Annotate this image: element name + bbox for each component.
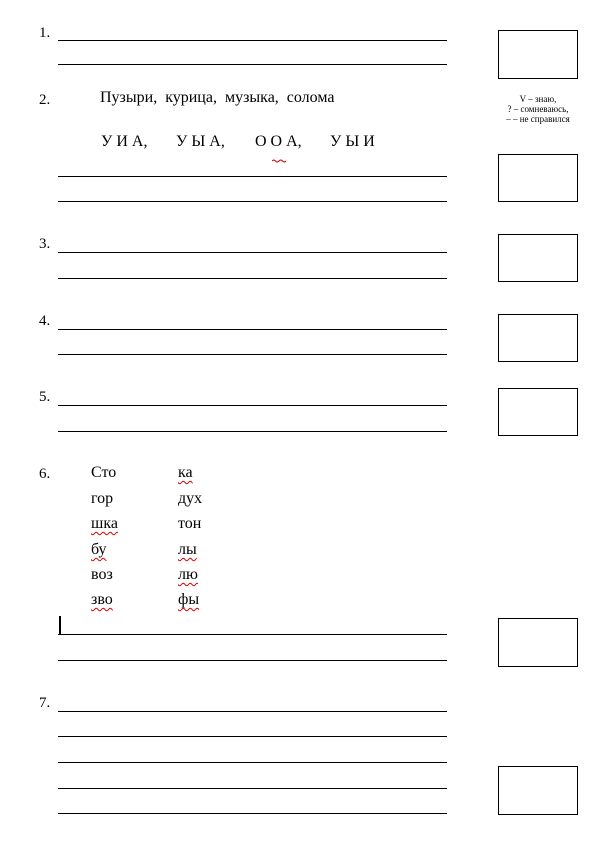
self-assessment-box-7[interactable] <box>498 766 578 815</box>
syllable-right-3: тон <box>178 515 202 532</box>
task2-vowels-1: У И А, <box>101 133 148 150</box>
legend-doubt: ? – сомневаюсь, <box>507 104 569 114</box>
answer-line-6a[interactable] <box>58 634 447 635</box>
answer-line-7a[interactable] <box>58 711 447 712</box>
task-number-4: 4. <box>39 313 51 329</box>
syllable-right-2: дух <box>178 490 203 507</box>
self-assessment-box-3[interactable] <box>498 234 578 282</box>
answer-line-2a[interactable] <box>58 176 447 177</box>
syllable-right-1: ка <box>178 464 193 481</box>
answer-line-6b[interactable] <box>58 660 447 661</box>
task-number-5: 5. <box>39 389 51 405</box>
syllable-left-5: воз <box>91 566 113 583</box>
syllable-left-1: Сто <box>91 464 117 481</box>
text-cursor <box>59 616 61 635</box>
task-number-1: 1. <box>39 25 51 41</box>
task-number-3: 3. <box>39 236 51 252</box>
task-number-2: 2. <box>39 92 51 108</box>
syllable-right-4: лы <box>178 541 197 558</box>
answer-line-3b[interactable] <box>58 278 447 279</box>
answer-line-7e[interactable] <box>58 813 447 814</box>
task-number-7: 7. <box>39 695 51 711</box>
self-assessment-box-5[interactable] <box>498 388 578 436</box>
answer-line-4a[interactable] <box>58 329 447 330</box>
answer-line-5b[interactable] <box>58 431 447 432</box>
self-assessment-box-6[interactable] <box>498 618 578 667</box>
syllable-left-3: шка <box>91 515 118 532</box>
spellcheck-squiggle <box>272 150 286 154</box>
task2-vowels-2: У Ы А, <box>176 133 225 150</box>
self-assessment-box-4[interactable] <box>498 314 578 362</box>
answer-line-7d[interactable] <box>58 788 447 789</box>
legend-failed: – – не справился <box>506 114 570 124</box>
task2-vowels-4: У Ы И <box>330 133 375 150</box>
answer-line-3a[interactable] <box>58 252 447 253</box>
legend-know: V – знаю, <box>519 94 557 104</box>
answer-line-7b[interactable] <box>58 736 447 737</box>
answer-line-5a[interactable] <box>58 405 447 406</box>
task-number-6: 6. <box>39 466 51 482</box>
self-assessment-box-1[interactable] <box>498 30 578 79</box>
answer-line-1b[interactable] <box>58 64 447 65</box>
answer-line-1a[interactable] <box>58 40 447 41</box>
legend <box>483 94 593 124</box>
answer-line-4b[interactable] <box>58 354 447 355</box>
answer-line-7c[interactable] <box>58 762 447 763</box>
self-assessment-box-2[interactable] <box>498 154 578 202</box>
answer-line-2b[interactable] <box>58 201 447 202</box>
syllable-right-5: лю <box>178 566 198 583</box>
syllable-left-2: гор <box>91 490 114 507</box>
task2-vowels-3: О О А, <box>255 133 302 150</box>
task2-words: Пузыри, курица, музыка, солома <box>100 89 335 106</box>
syllable-left-4: бу <box>91 541 107 558</box>
syllable-left-6: зво <box>91 591 113 608</box>
syllable-right-6: фы <box>178 591 200 608</box>
